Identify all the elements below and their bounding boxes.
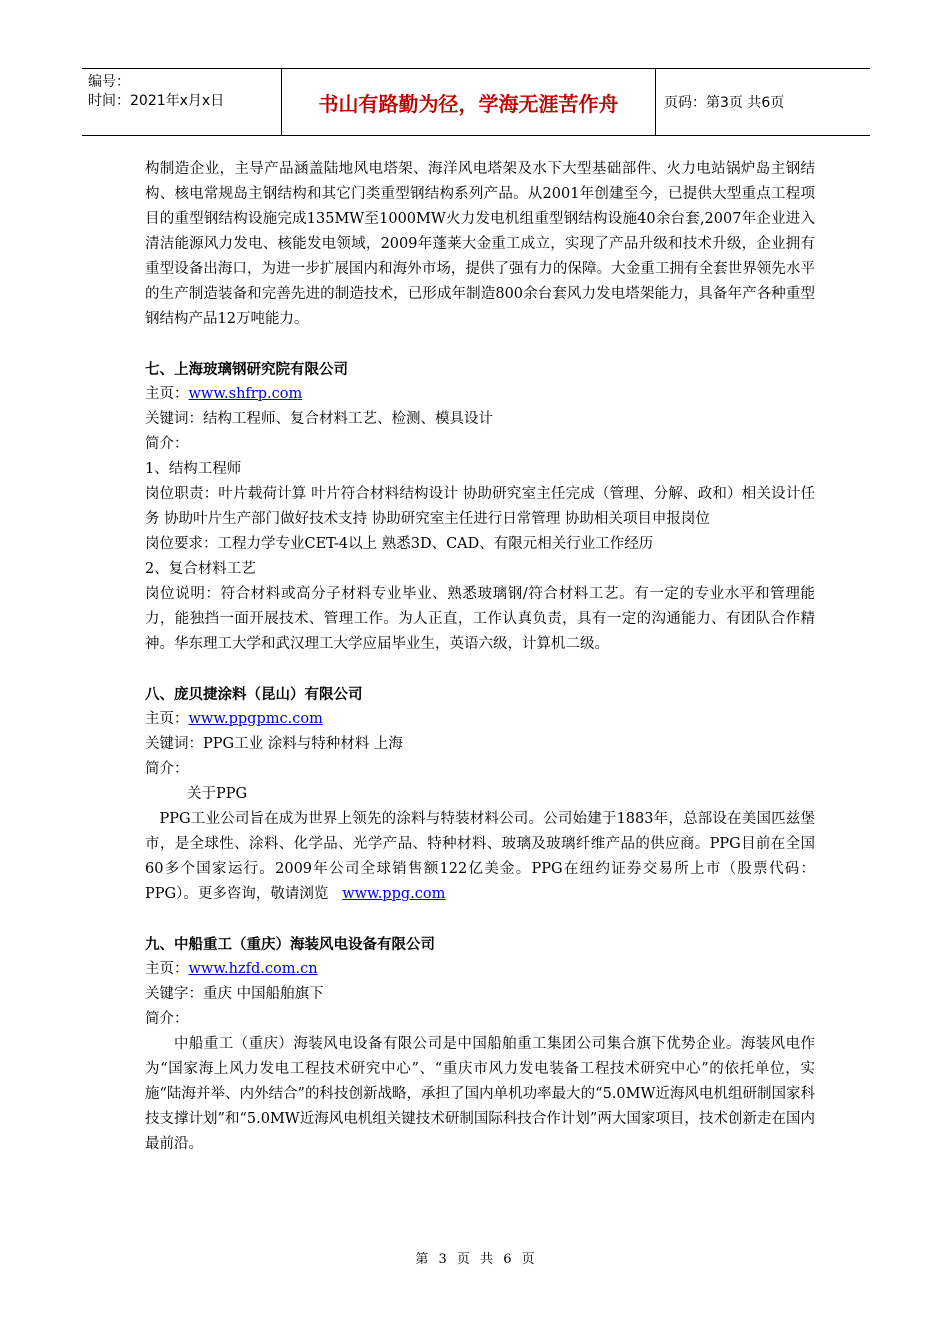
intro-paragraph: 构制造企业，主导产品涵盖陆地风电塔架、海洋风电塔架及水下大型基础部件、火力电站锅炉岛主钢结构、核电常规岛主钢结构和其它门类重型钢结构系列产品。从2001年创建至今，已提供大型重点工程项目的重型钢结构设施完成135MW至1000MW火力发电机组重型钢结构设施40余台套,2007年企业进入清洁能源风力发电、核能发电领域，2009年蓬莱大金重工成立，实现了产品升级和技术升级，企业拥有重型设备出海口，为进一步扩展国内和海外市场，提供了强有力的保障。大金重工拥有全套世界领先水平的生产制造装备和完善先进的制造技术，已形成年制造800余台套风力发电塔架能力，具备年产各种重型钢结构产品12万吨能力。 (145, 161, 815, 327)
homepage-label: 主页： (145, 386, 189, 402)
section-7-keywords: 关键词：结构工程师、复合材料工艺、检测、模具设计 (145, 411, 493, 427)
header-page-info: 页码：第3页 共6页 (664, 95, 785, 111)
section-9-homepage-link[interactable]: www.hzfd.com.cn (188, 961, 318, 977)
homepage-label: 主页： (145, 961, 189, 977)
page-header (82, 68, 870, 136)
time-label: 时间：2021年x月x日 (88, 93, 225, 109)
section-7-item2: 2、复合材料工艺 (145, 561, 256, 577)
section-7-homepage-link[interactable]: www.shfrp.com (188, 386, 303, 402)
section-8-keywords: 关键词：PPG工业 涂料与特种材料 上海 (145, 736, 403, 752)
section-7 (145, 357, 815, 657)
section-8 (145, 682, 815, 907)
section-9-homepage (145, 957, 815, 982)
homepage-label: 主页： (145, 711, 189, 727)
section-9-intro-label: 简介： (145, 1011, 189, 1027)
section-7-homepage (145, 382, 815, 407)
section-8-intro-label: 简介： (145, 761, 189, 777)
section-9-keywords: 关键字：重庆 中国船舶旗下 (145, 986, 324, 1002)
section-9-body: 中船重工（重庆）海装风电设备有限公司是中国船舶重工集团公司集合旗下优势企业。海装风电作为“国家海上风力发电工程技术研究中心”、“重庆市风力发电装备工程技术研究中心”的依托单位，实施“陆海并举、内外结合”的科技创新战略，承担了国内单机功率最大的“5.0MW近海风电机组研制国家科技支撑计划”和“5.0MW近海风电机组关键技术研制国际科技合作计划”两大国家项目，技术创新走在国内最前沿。 (145, 1036, 815, 1152)
section-8-about: 关于PPG (187, 786, 248, 802)
section-7-requirement: 岗位要求：工程力学专业CET-4以上 熟悉3D、CAD、有限元相关行业工作经历 (145, 536, 654, 552)
section-8-title: 八、庞贝捷涂料（昆山）有限公司 (145, 686, 363, 703)
section-8-homepage-link[interactable]: www.ppgpmc.com (188, 711, 323, 727)
header-meta (82, 69, 282, 135)
section-7-item1: 1、结构工程师 (145, 461, 242, 477)
section-8-body (145, 807, 815, 907)
section-8-homepage (145, 707, 815, 732)
section-7-description: 岗位说明：符合材料或高分子材料专业毕业、熟悉玻璃钢/符合材料工艺。有一定的专业水平和管理能力，能独挡一面开展技术、管理工作。为人正直，工作认真负责，具有一定的沟通能力、有团队合作精神。华东理工大学和武汉理工大学应届毕业生，英语六级，计算机二级。 (145, 586, 815, 652)
section-8-body-text: PPG工业公司旨在成为世界上领先的涂料与特装材料公司。公司始建于1883年，总部设在美国匹兹堡市，是全球性、涂料、化学品、光学产品、特种材料、玻璃及玻璃纤维产品的供应商。PPG目前在全国60多个国家运行。2009年公司全球销售额122亿美金。PPG在纽约证券交易所上市（股票代码：PPG）。更多咨询，敬请浏览 (145, 811, 815, 902)
number-label: 编号： (88, 74, 130, 90)
section-9-title: 九、中船重工（重庆）海装风电设备有限公司 (145, 936, 435, 953)
document-body (145, 157, 815, 1157)
section-9 (145, 932, 815, 1157)
section-8-ppg-link[interactable]: www.ppg.com (342, 886, 446, 902)
section-7-duty: 岗位职责：叶片载荷计算 叶片符合材料结构设计 协助研究室主任完成（管理、分解、政和）相关设计任务 协助叶片生产部门做好技术支持 协助研究室主任进行日常管理 协助相关项目申报岗位 (145, 486, 815, 527)
page-footer: 第 3 页 共 6 页 (415, 1252, 535, 1267)
header-motto: 书山有路勤为径，学海无涯苦作舟 (282, 69, 656, 135)
section-7-intro-label: 简介： (145, 436, 189, 452)
section-7-title: 七、上海玻璃钢研究院有限公司 (145, 361, 348, 378)
